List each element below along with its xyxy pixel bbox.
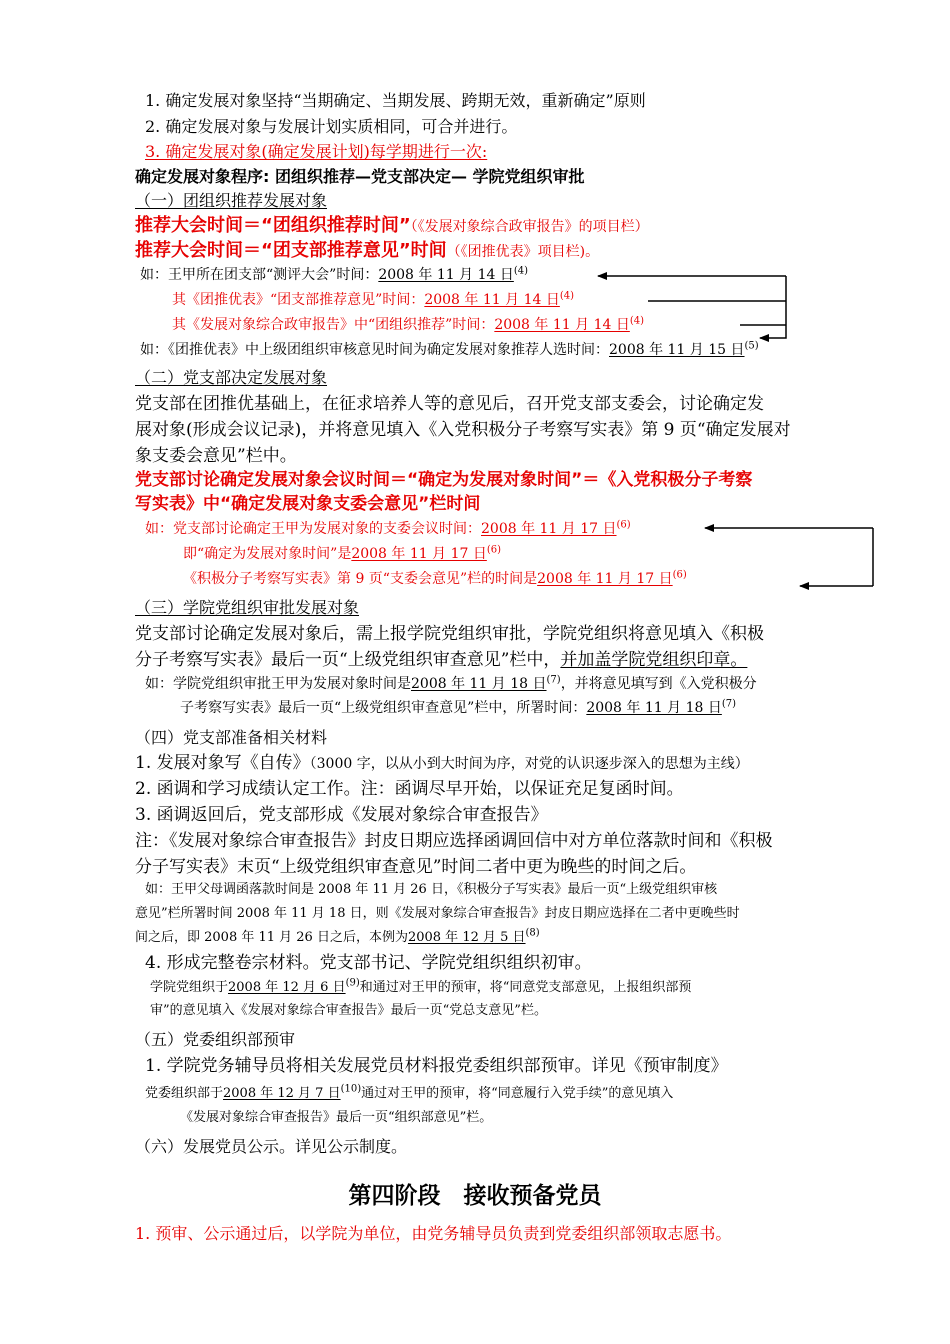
rule-red-2-note: （《团推优表》项目栏)。 <box>446 244 600 260</box>
rule-1: 1. 确定发展对象坚持“当期确定、当期发展、跨期无效，重新确定”原则 <box>145 91 646 110</box>
material-5: 1. 学院党务辅导员将相关发展党员材料报党委组织部预审。详见《预审制度》 <box>145 1056 728 1076</box>
material-1-note: （3000 字，以从小到大时间为序，对党的认识逐步深入的思想为主线） <box>309 756 749 772</box>
para-3-line-1: 党支部讨论确定发展对象后，需上报学院党组织审批，学院党组织将意见填入《积极 <box>135 624 764 644</box>
procedure-line: 确定发展对象程序: 团组织推荐—党支部决定— 学院党组织审批 <box>135 167 585 186</box>
para-3-line-2-text: 分子考察写实表》最后一页“上级党组织审查意见”栏中， <box>135 650 561 670</box>
example-12-date: 2008 年 12 月 5 日 <box>407 930 526 945</box>
example-9-ref: (7) <box>721 698 737 710</box>
example-6-ref: (6) <box>486 544 502 556</box>
example-5-ref: (6) <box>616 519 631 531</box>
example-1-ref: (4) <box>513 265 529 277</box>
example-4-text: 如：《团推优表》中上级团组织审核意见时间为确定发展对象推荐人选时间： <box>140 342 609 358</box>
para-2-line-1: 党支部在团推优基础上，在征求培养人等的意见后，召开党支部支委会，讨论确定发 <box>135 394 764 414</box>
example-16: 《发展对象综合审查报告》最后一页“组织部意见”栏。 <box>180 1110 493 1125</box>
rule-2: 2. 确定发展对象与发展计划实质相同，可合并进行。 <box>145 117 518 136</box>
example-15-ref: (10) <box>340 1083 362 1095</box>
bracket-arrow-1 <box>598 276 786 338</box>
material-1-main: 1. 发展对象写《自传》 <box>135 753 310 773</box>
bracket-arrow-2 <box>705 528 873 586</box>
example-11: 意见”栏所署时间 2008 年 11 月 18 日，则《发展对象综合审查报告》封皮日期应选择在二者中更晚些时 <box>135 906 740 921</box>
example-8-text: 如：学院党组织审批王甲为发展对象时间是 <box>145 676 411 692</box>
section-4-heading: （四）党支部准备相关材料 <box>135 728 328 747</box>
example-4-ref: (5) <box>744 340 759 352</box>
example-7-date: 2008 年 11 月 17 日 <box>537 571 673 587</box>
stage-4-title: 第四阶段 接收预备党员 <box>348 1183 602 1209</box>
example-6-text: 即“确定为发展对象时间”是 <box>183 546 352 562</box>
example-10: 如：王甲父母调函落款时间是 2008 年 11 月 26 日，《积极分子写实表》最后一页“上级党组织审核 <box>145 882 718 897</box>
example-15-text: 党委组织部于 <box>145 1086 224 1101</box>
section-1-heading-text: （一）团组织推荐发展对象 <box>135 191 328 210</box>
example-8-tail: ，并将意见填写到《入党积极分 <box>560 676 757 692</box>
section-2-heading-text: （二）党支部决定发展对象 <box>135 368 328 387</box>
example-8-ref: (7) <box>546 674 561 686</box>
note-line-1: 注：《发展对象综合审查报告》封皮日期应选择函调回信中对方单位落款时间和《积极 <box>135 831 773 851</box>
example-1-date: 2008 年 11 月 14 日 <box>378 267 514 283</box>
example-15-tail: 通过对王甲的预审，将“同意履行入党手续”的意见填入 <box>361 1086 674 1101</box>
material-4: 4. 形成完整卷宗材料。党支部书记、学院党组织组织初审。 <box>145 953 592 973</box>
example-15-date: 2008 年 12 月 7 日 <box>223 1086 341 1101</box>
example-3-ref: (4) <box>629 315 645 327</box>
example-3-date: 2008 年 11 月 14 日 <box>494 317 630 333</box>
rule-3: 3. 确定发展对象(确定发展计划)每学期进行一次: <box>145 142 488 161</box>
example-2-text: 其《团推优表》“团支部推荐意见”时间： <box>172 292 425 308</box>
example-9-date: 2008 年 11 月 18 日 <box>586 700 722 716</box>
example-13-date: 2008 年 12 月 6 日 <box>228 980 346 995</box>
example-13-tail: 和通过对王甲的预审，将“同意党支部意见，上报组织部预 <box>359 980 692 995</box>
section-3-heading-text: （三）学院党组织审批发展对象 <box>135 598 360 617</box>
material-2: 2. 函调和学习成绩认定工作。注：函调尽早开始，以保证充足复函时间。 <box>135 779 684 799</box>
note-line-2: 分子写实表》末页“上级党组织审查意见”时间二者中更为晚些的时间之后。 <box>135 857 697 877</box>
example-13-ref: (9) <box>345 977 360 989</box>
example-6-date: 2008 年 11 月 17 日 <box>351 546 487 562</box>
para-2-line-3: 象支委会意见”栏中。 <box>135 446 297 466</box>
example-14: 审”的意见填入《发展对象综合审查报告》最后一页“党总支意见”栏。 <box>150 1003 547 1018</box>
rule-red-3-line-1: 党支部讨论确定发展对象会议时间＝“确定为发展对象时间”＝《入党积极分子考察 <box>135 470 753 490</box>
example-7-ref: (6) <box>672 569 687 581</box>
example-5-text: 如：党支部讨论确定王甲为发展对象的支委会议时间： <box>145 521 481 537</box>
para-2-line-2: 展对象(形成会议记录)，并将意见填入《入党积极分子考察写实表》第 9 页“确定发展对 <box>135 420 791 440</box>
section-6-heading: （六）发展党员公示。详见公示制度。 <box>135 1137 408 1156</box>
material-3: 3. 函调返回后，党支部形成《发展对象综合审查报告》 <box>135 805 548 825</box>
example-8-date: 2008 年 11 月 18 日 <box>411 676 547 692</box>
example-2-date: 2008 年 11 月 14 日 <box>424 292 560 308</box>
example-9-text: 子考察写实表》最后一页“上级党组织审查意见”栏中，所署时间： <box>180 700 587 716</box>
example-4-date: 2008 年 11 月 15 日 <box>609 342 745 358</box>
example-5-date: 2008 年 11 月 17 日 <box>481 521 617 537</box>
example-2-ref: (4) <box>559 290 575 302</box>
section-5-heading: （五）党委组织部预审 <box>135 1030 296 1049</box>
rule-red-2-main: 推荐大会时间＝“团支部推荐意见”时间 <box>135 240 447 261</box>
para-3-seal-note: 并加盖学院党组织印章。 <box>560 650 748 670</box>
rule-red-1-note: （《发展对象综合政审报告》的项目栏） <box>410 219 649 235</box>
example-1-text: 如：王甲所在团支部“测评大会”时间： <box>140 267 379 283</box>
example-12-text: 间之后，即 2008 年 11 月 26 日之后，本例为 <box>135 930 408 945</box>
example-3-text: 其《发展对象综合政审报告》中“团组织推荐”时间： <box>172 317 495 333</box>
rule-red-1-main: 推荐大会时间＝“团组织推荐时间” <box>135 215 411 236</box>
example-12-ref: (8) <box>525 927 540 939</box>
example-13-text: 学院党组织于 <box>150 980 229 995</box>
rule-red-3-line-2: 写实表》中“确定发展对象支委会意见”栏时间 <box>135 494 481 514</box>
stage-4-item-1: 1. 预审、公示通过后，以学院为单位，由党务辅导员负责到党委组织部领取志愿书。 <box>135 1224 732 1243</box>
example-7-text: 《积极分子考察写实表》第 9 页“支委会意见”栏的时间是 <box>183 571 538 587</box>
